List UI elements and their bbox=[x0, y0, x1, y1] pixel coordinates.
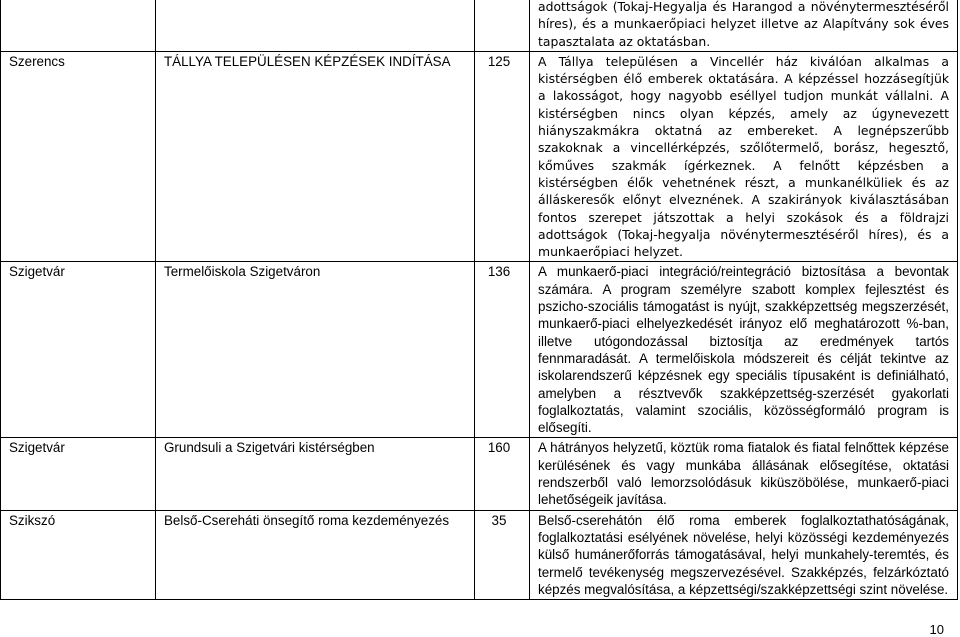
municipality-cell: Szikszó bbox=[1, 510, 156, 599]
table-row bbox=[1, 510, 958, 599]
page-number: 10 bbox=[929, 622, 944, 637]
count-cell: 35 bbox=[475, 510, 530, 599]
municipality-cell: Szigetvár bbox=[1, 438, 156, 510]
description-cell: Belső-cserehátón élő roma emberek foglalkoztathatóságának, foglalkoztatási esélyének növelése, helyi közösségi kezdeményezés külső humánerőforrás támogatásával, helyi munkahely-teremtés, és termelő tevékenység megszervezésével. Szakképzés, felzárkóztató képzés megvalósítása, a képzettségi/szakképzettségi szint növelése. bbox=[530, 510, 958, 599]
table-row bbox=[1, 51, 958, 262]
project-cell bbox=[156, 0, 475, 51]
description-cell: A Tállya településen a Vincellér ház kiválóan alkalmas a kistérségben élő emberek oktatására. A képzéssel hozzásegítjük a lakosságot, hogy nagyobb eséllyel tudjon munkát vállalni. A kistérségben nincs olyan képzés, amely az úgynevezett hiányszakmákra oktatná az embereket. A legnépszerűbb szakoknak a vincellérképzés, szőlőtermelő, borász, hegesztő, kőműves szakmák ígérkeznek. A felnőtt képzésben a kistérségben élők vehetnének részt, a munkanélküliek és az álláskeresők előnyt elveznének. A szakirányok kiválasztásában fontos szerepet játszottak a helyi szokások és a földrajzi adottságok (Tokaj-hegyalja növénytermesztéséről híres), és a munkaerőpiaci helyzet. bbox=[530, 51, 958, 262]
count-cell: 136 bbox=[475, 262, 530, 438]
description-cell: A hátrányos helyzetű, köztük roma fiatalok és fiatal felnőttek képzése kerülésének és vagy munkába állásának elősegítése, oktatási rendszerből való lemorzsolódásuk kiküszöbölése, munkaerő-piaci lehetőségeik javítása. bbox=[530, 438, 958, 510]
municipality-cell bbox=[1, 0, 156, 51]
description-cell: A munkaerő-piaci integráció/reintegráció biztosítása a bevontak számára. A program személyre szabott komplex fejlesztést és pszicho-szociális támogatást is nyújt, szakképzettség megszerzését, munkaerő-piaci elhelyezkedését irányoz elő meghatározott %-ban, illetve utógondozással biztosítja az eredmények tartós fennmaradását. A termelőiskola módszereit és célját tekintve az iskolarendszerű képzésnek egy speciális típusaként is definiálható, amelyben a résztvevők szakképzettség-szerzését gyakorlati foglalkoztatás, valamint szociális, közösségformáló program is elősegíti. bbox=[530, 262, 958, 438]
project-cell: Grundsuli a Szigetvári kistérségben bbox=[156, 438, 475, 510]
description-cell: adottságok (Tokaj-Hegyalja és Harangod a növénytermesztéséről híres), és a munkaerőpiaci helyzet illetve az Alapítvány sok éves tapasztalata az oktatásban. bbox=[530, 0, 958, 51]
table-row bbox=[1, 262, 958, 438]
project-cell: Termelőiskola Szigetváron bbox=[156, 262, 475, 438]
count-cell bbox=[475, 0, 530, 51]
table-row bbox=[1, 0, 958, 51]
municipality-cell: Szigetvár bbox=[1, 262, 156, 438]
municipality-cell: Szerencs bbox=[1, 51, 156, 262]
project-cell: TÁLLYA TELEPÜLÉSEN KÉPZÉSEK INDÍTÁSA bbox=[156, 51, 475, 262]
count-cell: 125 bbox=[475, 51, 530, 262]
table-row bbox=[1, 438, 958, 510]
project-cell: Belső-Csereháti önsegítő roma kezdeményezés bbox=[156, 510, 475, 599]
count-cell: 160 bbox=[475, 438, 530, 510]
